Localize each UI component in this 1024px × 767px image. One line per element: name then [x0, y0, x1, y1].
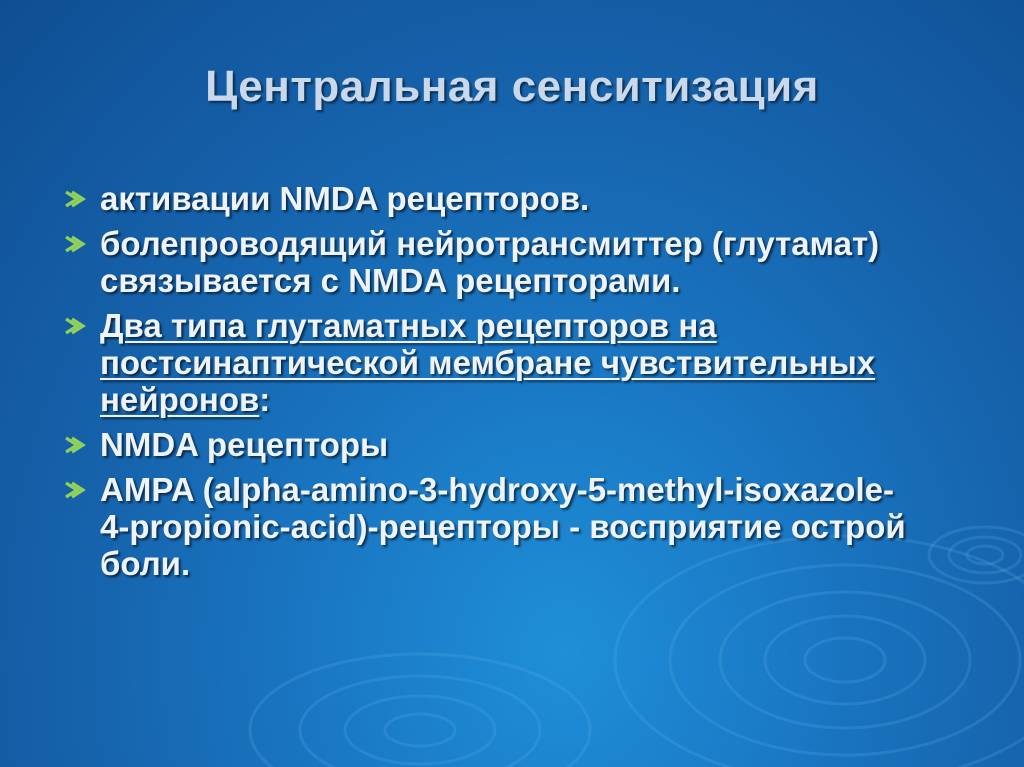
slide-title: Центральная сенситизация — [205, 62, 819, 111]
chevron-right-icon — [62, 316, 86, 336]
chevron-right-icon — [62, 189, 86, 209]
bullet-item — [58, 225, 918, 299]
chevron-right-icon — [62, 234, 86, 254]
bullet-text: AMPA (alpha-amino-3-hydroxy-5-methyl-isoxazole-4-propionic-acid)-рецепторы - восприятие острой боли. — [100, 471, 906, 582]
chevron-right-icon — [62, 480, 86, 500]
bullet-text-suffix: : — [259, 381, 271, 418]
bullet-list — [58, 180, 918, 590]
bullet-item — [58, 180, 918, 217]
bullet-text: болепроводящий нейротрансмиттер (глутамат) связывается с NMDA рецепторами. — [100, 225, 880, 299]
bullet-item — [58, 471, 918, 582]
bullet-text: NMDA рецепторы — [100, 426, 389, 463]
bullet-text: активации NMDA рецепторов. — [100, 180, 590, 217]
bullet-text-underlined: Два типа глутаматных рецепторов на постсинаптической мембране чувствительных нейронов — [100, 307, 876, 418]
bullet-item — [58, 307, 918, 418]
chevron-right-icon — [62, 435, 86, 455]
bullet-item — [58, 426, 918, 463]
